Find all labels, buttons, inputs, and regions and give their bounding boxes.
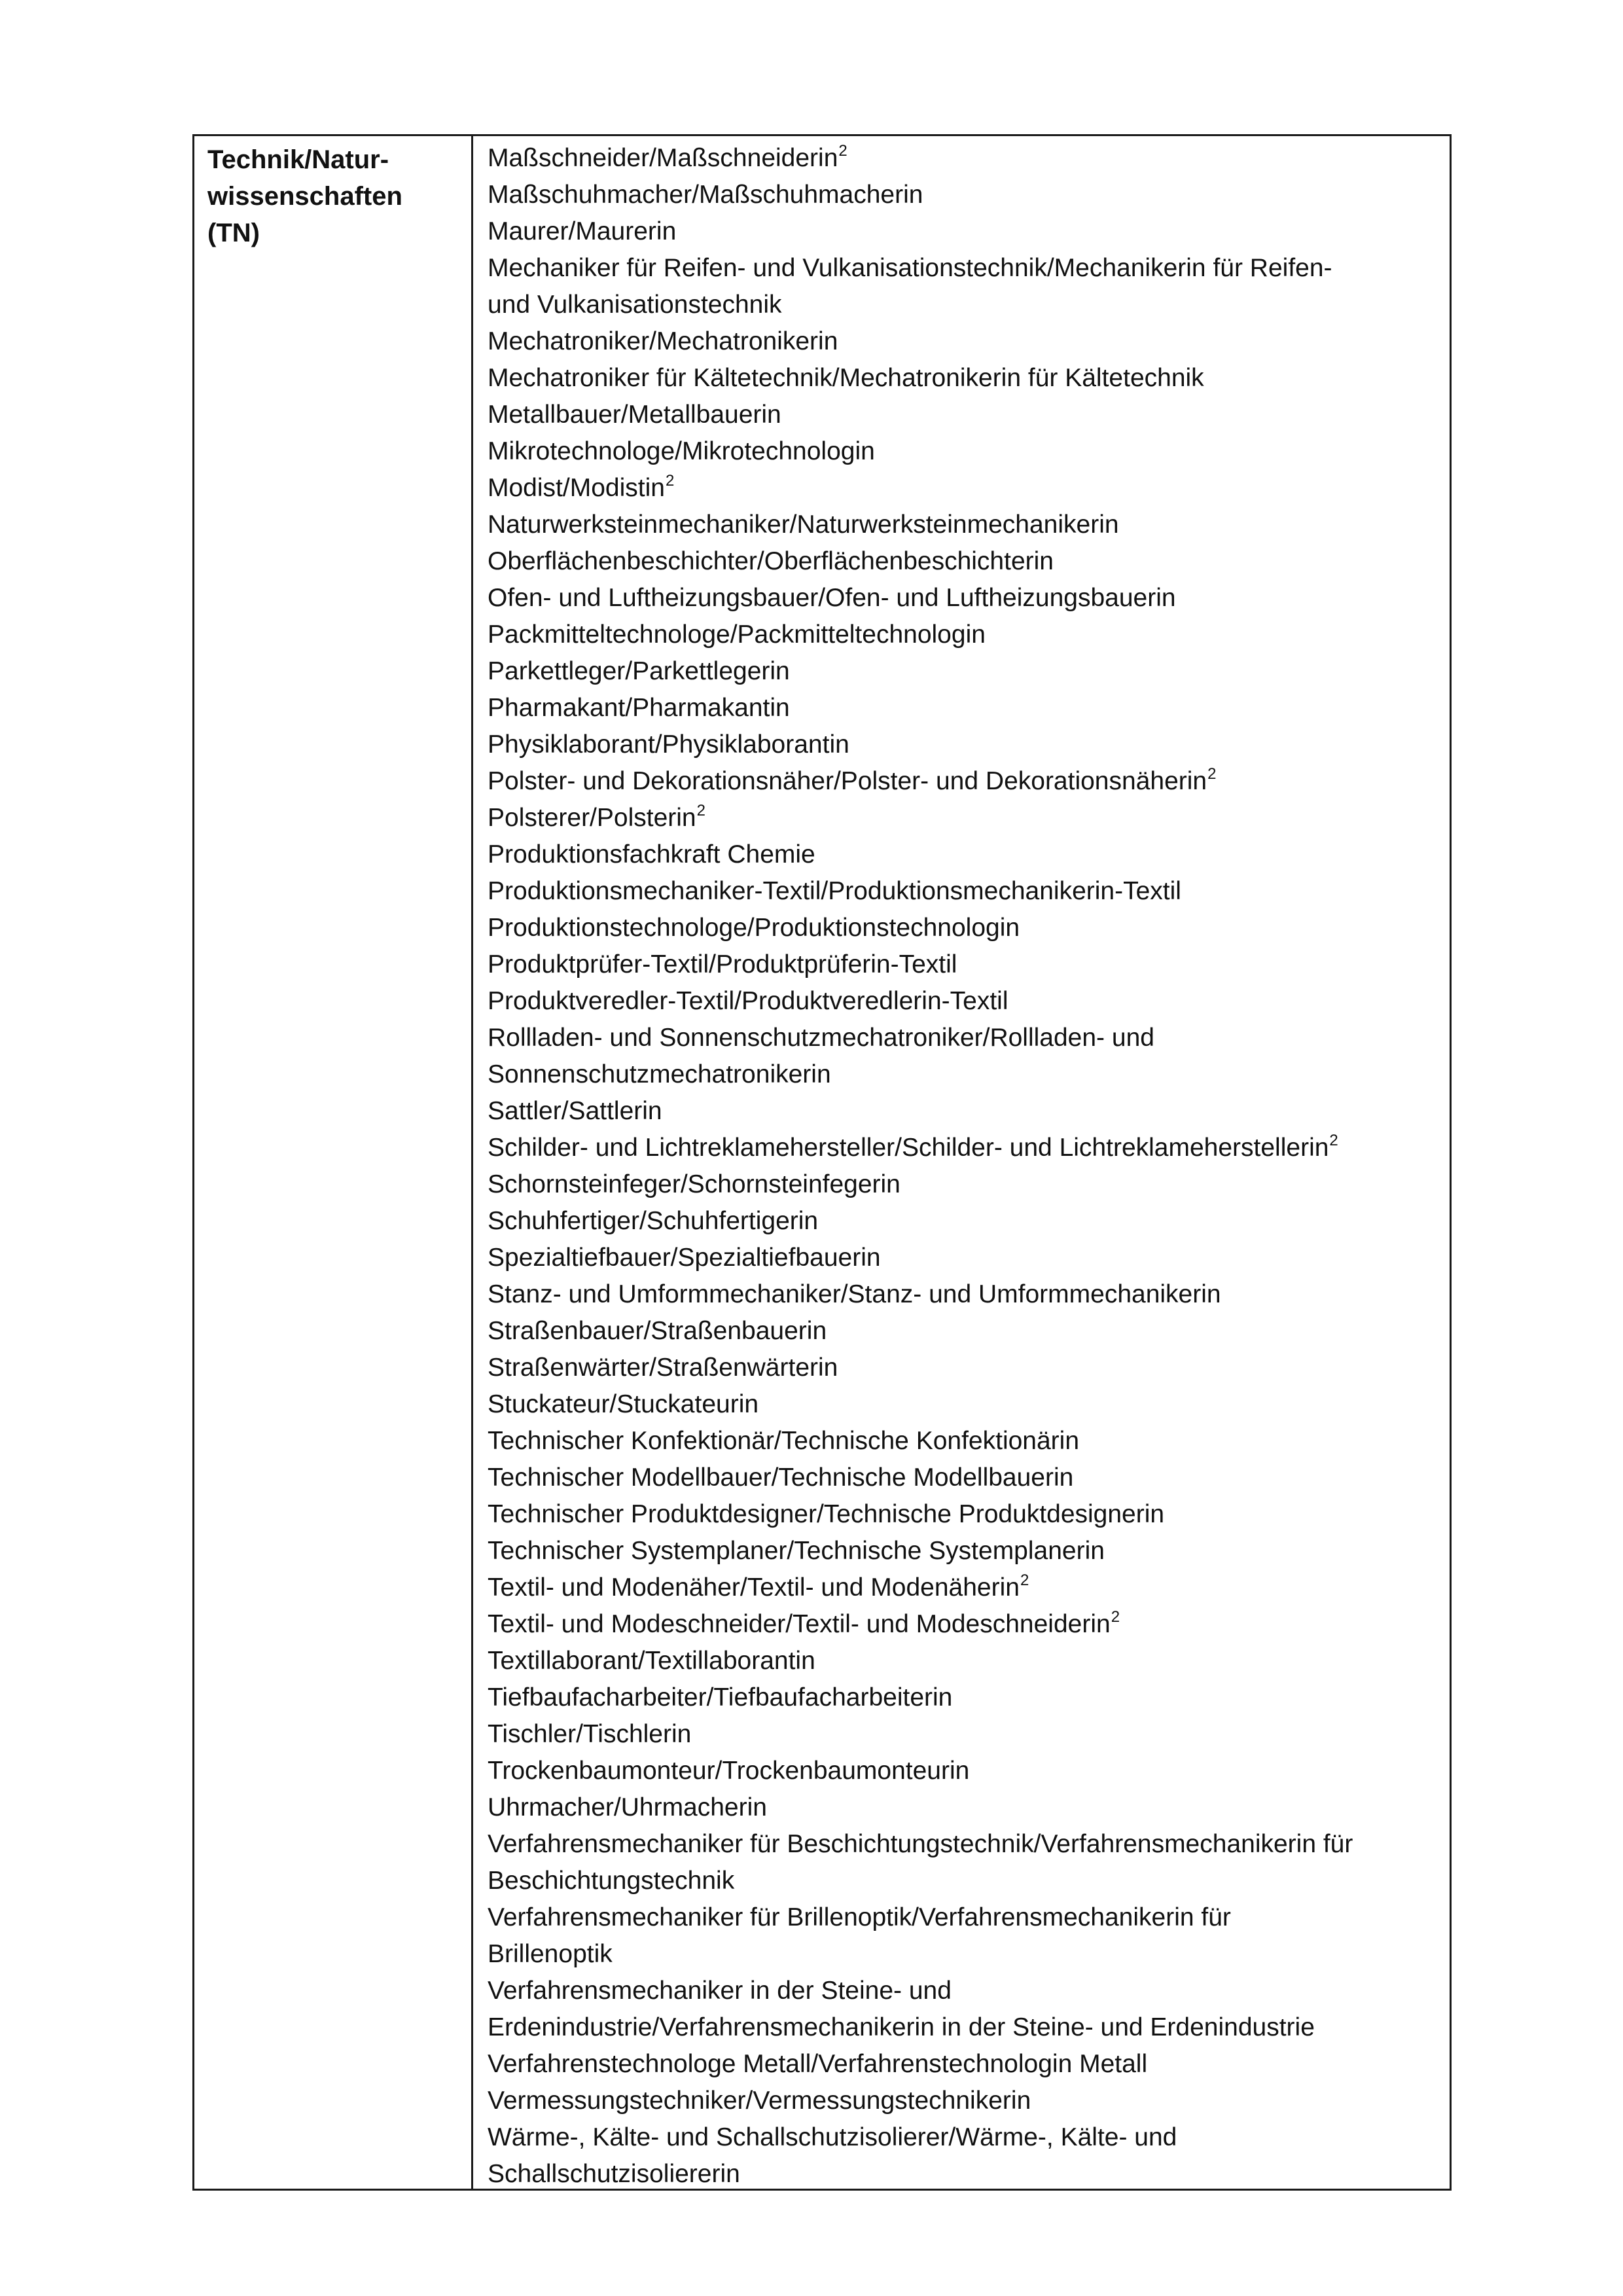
profession-text: Schallschutzisoliererin [488, 2160, 740, 2188]
profession-line [488, 617, 1436, 653]
footnote-marker: 2 [1020, 1571, 1029, 1589]
profession-line [488, 836, 1436, 873]
profession-text: Physiklaborant/Physiklaborantin [488, 730, 849, 759]
profession-text: Vermessungstechniker/Vermessungstechnikerin [488, 2087, 1031, 2115]
profession-text: Erdenindustrie/Verfahrensmechanikerin in der Steine- und Erdenindustrie [488, 2013, 1315, 2041]
profession-entry [488, 1423, 1436, 1460]
profession-text: Metallbauer/Metallbauerin [488, 401, 781, 429]
profession-entry [488, 2046, 1436, 2083]
profession-entry [488, 323, 1436, 360]
profession-entry [488, 1350, 1436, 1386]
profession-text: Produktionstechnologe/Produktionstechnologin [488, 914, 1020, 942]
profession-line [488, 1679, 1436, 1716]
profession-text: Polster- und Dekorationsnäher/Polster- und Dekorationsnäherin [488, 767, 1207, 795]
footnote-marker: 2 [1111, 1608, 1120, 1626]
professions-table [192, 134, 1452, 2191]
profession-text: Stuckateur/Stuckateurin [488, 1390, 759, 1418]
profession-line [488, 983, 1436, 1020]
profession-line [488, 213, 1436, 250]
profession-entry [488, 1606, 1436, 1643]
profession-line [488, 763, 1436, 800]
profession-line [488, 1789, 1436, 1826]
profession-entry [488, 1826, 1436, 1899]
profession-entry [488, 1973, 1436, 2046]
profession-line [488, 873, 1436, 910]
profession-line [488, 2119, 1436, 2156]
profession-line [488, 1753, 1436, 1789]
profession-line [488, 1313, 1436, 1350]
profession-entry [488, 507, 1436, 543]
profession-line [488, 287, 1436, 323]
profession-line [488, 2009, 1436, 2046]
profession-entry [488, 433, 1436, 470]
profession-entry [488, 800, 1436, 836]
profession-entry [488, 1899, 1436, 1973]
profession-text: Sattler/Sattlerin [488, 1097, 662, 1125]
profession-line [488, 140, 1436, 177]
profession-text: Uhrmacher/Uhrmacherin [488, 1793, 767, 1821]
profession-text: Textil- und Modenäher/Textil- und Modenäherin [488, 1573, 1020, 1602]
profession-line [488, 1533, 1436, 1570]
profession-line [488, 2083, 1436, 2119]
profession-entry [488, 1789, 1436, 1826]
profession-line [488, 1240, 1436, 1276]
profession-entry [488, 1386, 1436, 1423]
profession-text: Textil- und Modeschneider/Textil- und Modeschneiderin [488, 1610, 1111, 1638]
profession-line [488, 470, 1436, 507]
profession-entry [488, 1496, 1436, 1533]
profession-entry [488, 1093, 1436, 1130]
profession-entry [488, 580, 1436, 617]
profession-text: Technischer Konfektionär/Technische Konfektionärin [488, 1427, 1080, 1455]
profession-text: Technischer Modellbauer/Technische Modellbauerin [488, 1463, 1074, 1492]
profession-line [488, 1276, 1436, 1313]
profession-entry [488, 140, 1436, 177]
profession-entry [488, 470, 1436, 507]
footnote-marker: 2 [1329, 1132, 1338, 1149]
profession-entry [488, 1020, 1436, 1093]
profession-entry [488, 1130, 1436, 1166]
profession-text: Mechaniker für Reifen- und Vulkanisationstechnik/Mechanikerin für Reifen- [488, 254, 1332, 282]
profession-text: Trockenbaumonteur/Trockenbaumonteurin [488, 1757, 970, 1785]
category-label-line: Technik/Natur- [207, 145, 389, 174]
profession-text: Parkettleger/Parkettlegerin [488, 657, 790, 685]
profession-line [488, 2156, 1436, 2193]
profession-line [488, 726, 1436, 763]
profession-text: Maurer/Maurerin [488, 217, 677, 245]
profession-entry [488, 763, 1436, 800]
profession-entry [488, 177, 1436, 213]
profession-text: Straßenwärter/Straßenwärterin [488, 1354, 838, 1382]
profession-line [488, 1863, 1436, 1899]
profession-line [488, 1899, 1436, 1936]
profession-entry [488, 983, 1436, 1020]
profession-text: Produktveredler-Textil/Produktveredlerin-Textil [488, 987, 1008, 1015]
profession-line [488, 1423, 1436, 1460]
profession-line [488, 1716, 1436, 1753]
profession-entry [488, 1643, 1436, 1679]
profession-line [488, 800, 1436, 836]
profession-line [488, 1606, 1436, 1643]
profession-entry [488, 617, 1436, 653]
profession-text: Polsterer/Polsterin [488, 804, 696, 832]
profession-entry [488, 1716, 1436, 1753]
profession-entry [488, 213, 1436, 250]
profession-text: Rollladen- und Sonnenschutzmechatroniker/Rollladen- und [488, 1024, 1154, 1052]
profession-line [488, 1570, 1436, 1606]
profession-entry [488, 250, 1436, 323]
profession-line [488, 543, 1436, 580]
profession-text: Pharmakant/Pharmakantin [488, 694, 790, 722]
profession-line [488, 653, 1436, 690]
profession-text: und Vulkanisationstechnik [488, 291, 782, 319]
profession-text: Naturwerksteinmechaniker/Naturwerksteinmechanikerin [488, 511, 1119, 539]
profession-entry [488, 1203, 1436, 1240]
profession-entry [488, 946, 1436, 983]
profession-text: Verfahrenstechnologe Metall/Verfahrenstechnologin Metall [488, 2050, 1148, 2078]
profession-entry [488, 1460, 1436, 1496]
profession-line [488, 1350, 1436, 1386]
profession-entry [488, 1753, 1436, 1789]
profession-entry [488, 1679, 1436, 1716]
profession-entry [488, 360, 1436, 397]
profession-line [488, 1936, 1436, 1973]
profession-entry [488, 873, 1436, 910]
profession-text: Wärme-, Kälte- und Schallschutzisolierer/Wärme-, Kälte- und [488, 2123, 1177, 2151]
profession-text: Stanz- und Umformmechaniker/Stanz- und Umformmechanikerin [488, 1280, 1221, 1308]
profession-text: Spezialtiefbauer/Spezialtiefbauerin [488, 1244, 881, 1272]
profession-text: Verfahrensmechaniker in der Steine- und [488, 1977, 952, 2005]
profession-text: Textillaborant/Textillaborantin [488, 1647, 815, 1675]
profession-text: Tischler/Tischlerin [488, 1720, 692, 1748]
profession-line [488, 690, 1436, 726]
profession-text: Straßenbauer/Straßenbauerin [488, 1317, 827, 1345]
profession-text: Tiefbaufacharbeiter/Tiefbaufacharbeiterin [488, 1683, 953, 1712]
profession-text: Maßschuhmacher/Maßschuhmacherin [488, 181, 923, 209]
profession-text: Verfahrensmechaniker für Beschichtungstechnik/Verfahrensmechanikerin für [488, 1830, 1353, 1858]
profession-line [488, 580, 1436, 617]
footnote-marker: 2 [838, 142, 847, 160]
profession-entry [488, 726, 1436, 763]
profession-text: Produktionsfachkraft Chemie [488, 840, 815, 869]
profession-line [488, 1826, 1436, 1863]
profession-entry [488, 2083, 1436, 2119]
category-label-line: wissenschaften [207, 182, 402, 211]
profession-text: Produktprüfer-Textil/Produktprüferin-Textil [488, 950, 957, 978]
profession-line [488, 1130, 1436, 1166]
profession-text: Technischer Systemplaner/Technische Systemplanerin [488, 1537, 1105, 1565]
footnote-marker: 2 [1207, 765, 1217, 783]
profession-line [488, 1496, 1436, 1533]
profession-entry [488, 1570, 1436, 1606]
profession-line [488, 1203, 1436, 1240]
profession-line [488, 1386, 1436, 1423]
profession-entry [488, 653, 1436, 690]
profession-text: Schornsteinfeger/Schornsteinfegerin [488, 1170, 901, 1198]
profession-line [488, 1093, 1436, 1130]
profession-text: Sonnenschutzmechatronikerin [488, 1060, 831, 1088]
profession-text: Brillenoptik [488, 1940, 613, 1968]
profession-line [488, 1973, 1436, 2009]
professions-list [473, 136, 1450, 2189]
profession-line [488, 360, 1436, 397]
profession-text: Schilder- und Lichtreklamehersteller/Schilder- und Lichtreklameherstellerin [488, 1134, 1329, 1162]
profession-line [488, 397, 1436, 433]
profession-entry [488, 1240, 1436, 1276]
profession-text: Maßschneider/Maßschneiderin [488, 144, 838, 172]
profession-text: Beschichtungstechnik [488, 1867, 735, 1895]
profession-text: Mechatroniker/Mechatronikerin [488, 327, 838, 355]
profession-text: Mikrotechnologe/Mikrotechnologin [488, 437, 875, 465]
profession-entry [488, 836, 1436, 873]
profession-text: Oberflächenbeschichter/Oberflächenbeschichterin [488, 547, 1054, 575]
profession-line [488, 1166, 1436, 1203]
profession-entry [488, 1166, 1436, 1203]
profession-entry [488, 2119, 1436, 2193]
profession-entry [488, 1533, 1436, 1570]
profession-line [488, 250, 1436, 287]
profession-text: Produktionsmechaniker-Textil/Produktionsmechanikerin-Textil [488, 877, 1181, 905]
profession-text: Schuhfertiger/Schuhfertigerin [488, 1207, 819, 1235]
category-label-line: (TN) [207, 219, 260, 247]
profession-text: Modist/Modistin [488, 474, 665, 502]
profession-line [488, 507, 1436, 543]
profession-line [488, 323, 1436, 360]
profession-line [488, 177, 1436, 213]
profession-line [488, 1460, 1436, 1496]
profession-text: Packmitteltechnologe/Packmitteltechnologin [488, 620, 986, 649]
footnote-marker: 2 [696, 802, 705, 819]
profession-entry [488, 1313, 1436, 1350]
profession-line [488, 946, 1436, 983]
profession-line [488, 433, 1436, 470]
profession-line [488, 910, 1436, 946]
footnote-marker: 2 [665, 472, 675, 490]
profession-text: Ofen- und Luftheizungsbauer/Ofen- und Luftheizungsbauerin [488, 584, 1176, 612]
profession-line [488, 1020, 1436, 1056]
profession-entry [488, 690, 1436, 726]
profession-entry [488, 1276, 1436, 1313]
profession-text: Verfahrensmechaniker für Brillenoptik/Verfahrensmechanikerin für [488, 1903, 1231, 1931]
profession-text: Mechatroniker für Kältetechnik/Mechatronikerin für Kältetechnik [488, 364, 1204, 392]
profession-line [488, 2046, 1436, 2083]
profession-entry [488, 397, 1436, 433]
profession-line [488, 1643, 1436, 1679]
profession-entry [488, 910, 1436, 946]
profession-entry [488, 543, 1436, 580]
profession-text: Technischer Produktdesigner/Technische Produktdesignerin [488, 1500, 1165, 1528]
profession-line [488, 1056, 1436, 1093]
category-cell [194, 136, 473, 2189]
